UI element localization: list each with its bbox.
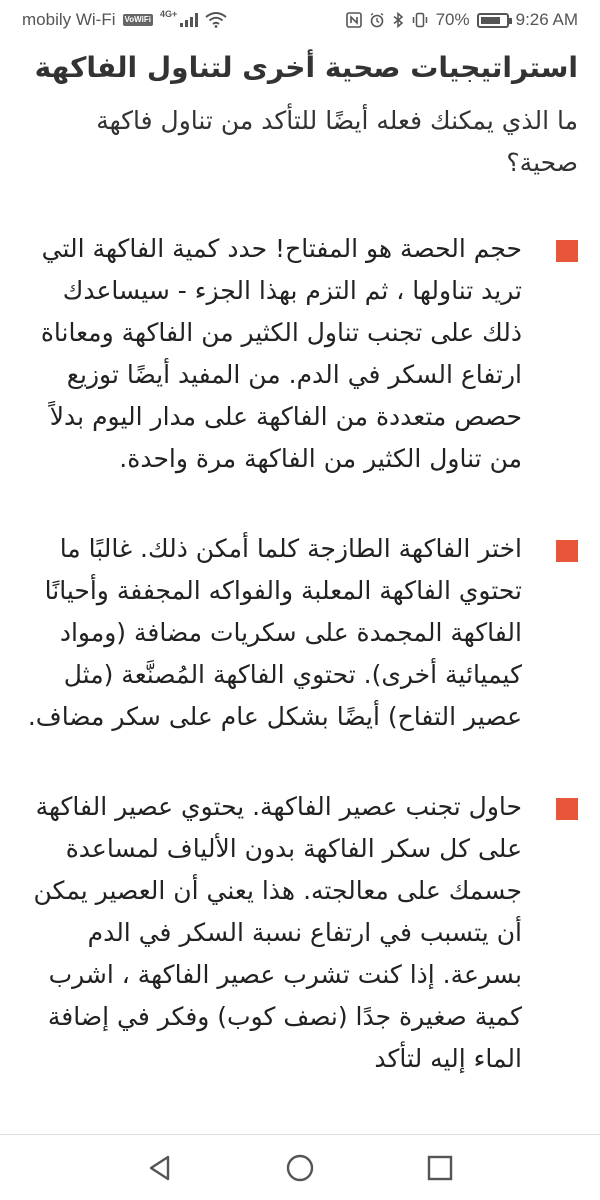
tip-text: حجم الحصة هو المفتاح! حدد كمية الفاكهة التي تريد تناولها ، ثم التزم بهذا الجزء - سيساعدك ذلك على تجنب تناول الكثير من الفاكهة ومعاناة ارتفاع السكر في الدم. من المفيد أيضًا توزيع حصص متعددة من الفاكهة على مدار اليوم بدلاً من تناول الكثير من الفاكهة مرة واحدة.: [40, 234, 522, 473]
list-item: [18, 786, 600, 1080]
home-button[interactable]: [270, 1138, 330, 1198]
square-recents-icon: [427, 1155, 453, 1181]
recents-button[interactable]: [410, 1138, 470, 1198]
carrier-label: mobily Wi-Fi: [22, 10, 116, 29]
network-type-label: 4G+: [159, 9, 178, 19]
battery-percent: 70%: [435, 10, 470, 29]
back-button[interactable]: [130, 1138, 190, 1198]
article-content: [0, 40, 600, 1134]
vibrate-icon: [411, 12, 429, 28]
circle-home-icon: [285, 1153, 315, 1183]
alarm-icon: [369, 12, 385, 28]
battery-charging-icon: [477, 13, 509, 28]
list-item: [18, 528, 600, 738]
square-bullet-icon: [556, 240, 578, 262]
article-question: ما الذي يمكنك فعله أيضًا للتأكد من تناول فاكهة صحية؟: [96, 106, 578, 177]
tip-text: حاول تجنب عصير الفاكهة. يحتوي عصير الفاكهة على كل سكر الفاكهة بدون الألياف لمساعدة جسمك على معالجته. هذا يعني أن العصير يمكن أن يتسبب في ارتفاع نسبة السكر في الدم بسرعة. إذا كنت تشرب عصير الفاكهة ، اشرب كمية صغيرة جدًا (نصف كوب) وفكر في إضافة الماء إليه لتأكد: [33, 792, 522, 1073]
status-left: [22, 10, 227, 30]
vowifi-badge: VoWiFi: [124, 15, 151, 24]
tips-list: [18, 228, 600, 1080]
square-bullet-icon: [556, 540, 578, 562]
list-item: [18, 228, 600, 480]
bluetooth-icon: [392, 12, 404, 28]
status-right: [346, 10, 578, 30]
nfc-icon: [346, 12, 362, 28]
status-bar: [0, 0, 600, 40]
triangle-back-icon: [146, 1154, 174, 1182]
article-title: استراتيجيات صحية أخرى لتناول الفاكهة: [34, 51, 578, 84]
wifi-icon: [205, 12, 227, 28]
tip-text: اختر الفاكهة الطازجة كلما أمكن ذلك. غالبًا ما تحتوي الفاكهة المعلبة والفواكه المجففة وأحيانًا الفاكهة المجمدة على سكريات مضافة (ومواد كيميائية أخرى). تحتوي الفاكهة المُصنَّعة (مثل عصير التفاح) أيضًا بشكل عام على سكر مضاف.: [27, 534, 522, 731]
signal-icon: [180, 13, 198, 27]
navigation-bar: [0, 1135, 600, 1200]
square-bullet-icon: [556, 798, 578, 820]
clock: 9:26 AM: [515, 10, 578, 29]
